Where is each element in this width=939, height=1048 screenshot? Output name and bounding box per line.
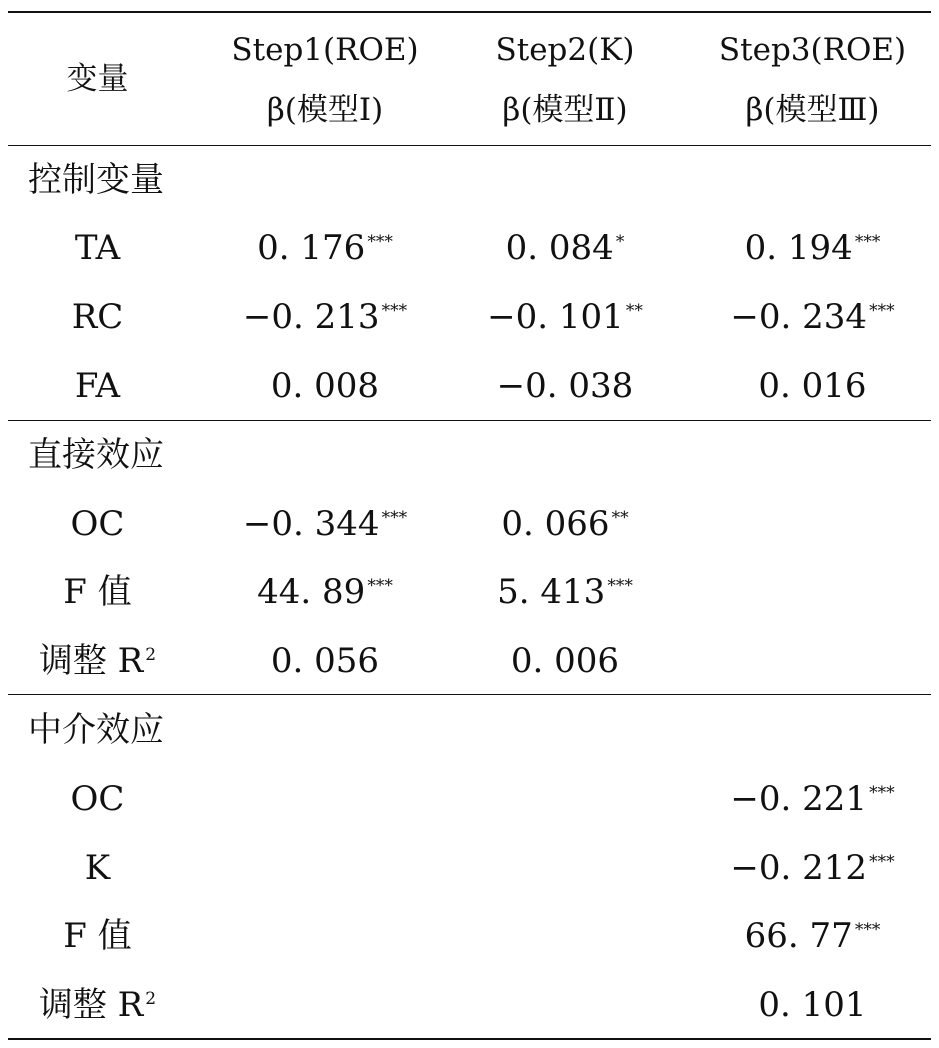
table-cell [205, 572, 445, 612]
section-title: 直接效应 [28, 435, 164, 475]
table-cell [690, 297, 935, 337]
table-cell [445, 572, 685, 612]
significance-stars: *** [367, 231, 393, 252]
value: 0. 008 [270, 366, 380, 406]
header-col3-step: Step3(ROE) [718, 32, 907, 68]
table-cell [205, 504, 445, 544]
table-cell [205, 297, 445, 337]
significance-stars: *** [381, 300, 408, 321]
value: −0. 212 [730, 848, 868, 888]
value: −0. 038 [496, 366, 634, 406]
row-label [15, 985, 180, 1025]
row-label: K [84, 848, 111, 888]
table-cell [690, 916, 935, 956]
superscript: 2 [145, 644, 157, 665]
header-col2-beta: β(模型Ⅱ) [502, 92, 628, 128]
header-col3-beta: β(模型Ⅲ) [745, 92, 880, 128]
value: 0. 194 [744, 228, 853, 268]
row-label: OC [70, 504, 125, 544]
significance-stars: *** [869, 851, 895, 872]
table-cell [690, 985, 935, 1025]
section-rule-1 [8, 420, 931, 421]
value: 66. 77 [744, 916, 853, 956]
table-cell [445, 504, 685, 544]
superscript: 2 [145, 988, 157, 1009]
row-label: FA [74, 366, 121, 406]
value: 0. 066 [501, 504, 610, 544]
value: 5. 413 [497, 572, 606, 612]
value: −0. 234 [730, 297, 868, 337]
header-col2-step: Step2(K) [495, 32, 635, 68]
value: 0. 006 [510, 641, 620, 681]
significance-stars: *** [854, 919, 881, 940]
significance-stars: *** [869, 300, 895, 321]
table-cell [205, 641, 445, 681]
value: −0. 221 [730, 779, 868, 819]
table-cell [690, 848, 935, 888]
row-label: TA [74, 228, 121, 268]
header-rule [8, 145, 931, 146]
significance-stars: ** [611, 507, 629, 528]
table-cell [445, 297, 685, 337]
section-title: 控制变量 [28, 160, 164, 200]
row-label-text: 调整 R [38, 641, 144, 681]
table-cell [690, 779, 935, 819]
significance-stars: ** [625, 300, 643, 321]
section-title: 中介效应 [28, 710, 164, 750]
row-label [15, 641, 180, 681]
row-label: RC [71, 297, 124, 337]
significance-stars: *** [381, 507, 408, 528]
table-cell [205, 228, 445, 268]
table-cell [445, 228, 685, 268]
significance-stars: *** [607, 575, 633, 596]
bottom-rule [8, 1038, 931, 1040]
row-label: OC [70, 779, 125, 819]
value: 0. 016 [758, 366, 867, 406]
header-col1-step: Step1(ROE) [231, 32, 419, 68]
value: −0. 101 [487, 297, 624, 337]
value: 0. 084 [505, 228, 614, 268]
table-cell [690, 228, 935, 268]
significance-stars: *** [869, 782, 895, 803]
value: 0. 176 [257, 228, 366, 268]
table-cell [205, 366, 445, 406]
row-label: F 值 [63, 916, 132, 956]
value: −0. 344 [242, 504, 380, 544]
table-cell [445, 641, 685, 681]
value: 0. 056 [270, 641, 380, 681]
table-cell [690, 366, 935, 406]
header-variable: 变量 [66, 61, 129, 97]
row-label: F 值 [63, 572, 132, 612]
significance-stars: *** [367, 575, 393, 596]
section-rule-2 [8, 694, 931, 695]
value: 0. 101 [758, 985, 867, 1025]
value: 44. 89 [257, 572, 366, 612]
header-col1-beta: β(模型Ⅰ) [266, 92, 384, 128]
row-label-text: 调整 R [38, 985, 144, 1025]
value: −0. 213 [242, 297, 380, 337]
top-rule [8, 11, 931, 13]
significance-stars: *** [854, 231, 881, 252]
table-cell [445, 366, 685, 406]
significance-stars: * [615, 231, 625, 252]
